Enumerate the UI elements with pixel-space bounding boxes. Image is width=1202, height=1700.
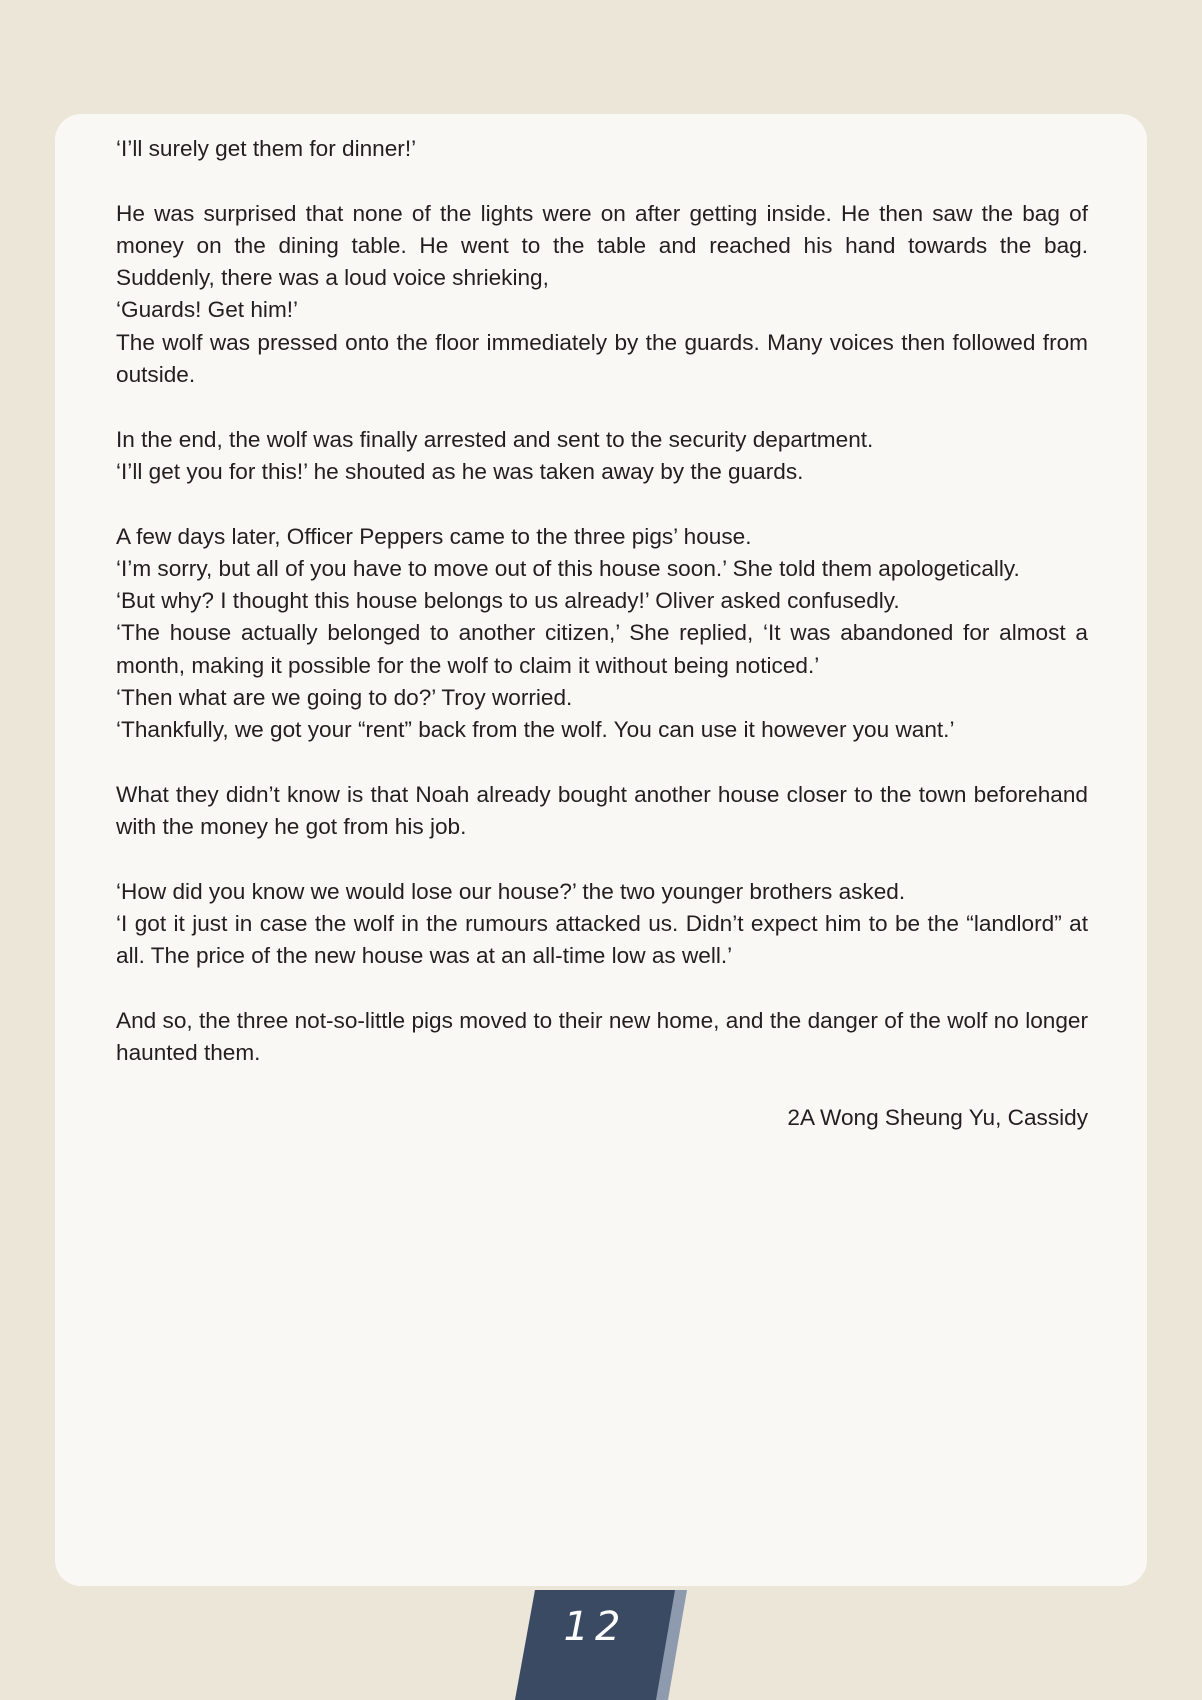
- story-paragraph: A few days later, Officer Peppers came to the three pigs’ house. ‘I’m sorry, but all of you have to move out of this house soon.’ She told them apologetically. ‘But why? I thought this house belongs to us already!’ Oliver asked confusedly. ‘The house actually belonged to another citizen,’ She replied, ‘It was abandoned for almost a month, making it possible for the wolf to claim it without being noticed.’ ‘Then what are we going to do?’ Troy worried. ‘Thankfully, we got your “rent” back from the wolf. You can use it however you want.’: [116, 523, 1088, 743]
- story-paragraph: And so, the three not-so-little pigs moved to their new home, and the danger of the wolf no longer haunted them.: [116, 1008, 1088, 1066]
- page-number: 12: [563, 1604, 627, 1650]
- story-text: [116, 133, 1088, 1134]
- page-number-tab: [515, 1590, 690, 1700]
- story-paragraph: ‘How did you know we would lose our house?’ the two younger brothers asked. ‘I got it just in case the wolf in the rumours attacked us. Didn’t expect him to be the “landlord” at all. The price of the new house was at an all-time low as well.’: [116, 878, 1088, 969]
- story-paragraph: ‘I’ll surely get them for dinner!’: [116, 136, 417, 161]
- author-credit: 2A Wong Sheung Yu, Cassidy: [787, 1104, 1088, 1130]
- story-paragraph: What they didn’t know is that Noah already bought another house closer to the town beforehand with the money he got from his job.: [116, 781, 1088, 840]
- story-paragraph: In the end, the wolf was finally arrested and sent to the security department. ‘I’ll get you for this!’ he shouted as he was taken away by the guards.: [116, 426, 874, 484]
- story-paragraph: He was surprised that none of the lights were on after getting inside. He then saw the bag of money on the dining table. He went to the table and reached his hand towards the bag. Suddenly, there was a loud voice shrieking, ‘Guards! Get him!’ The wolf was pressed onto the floor immediately by the guards. Many voices then followed from outside.: [116, 200, 1088, 388]
